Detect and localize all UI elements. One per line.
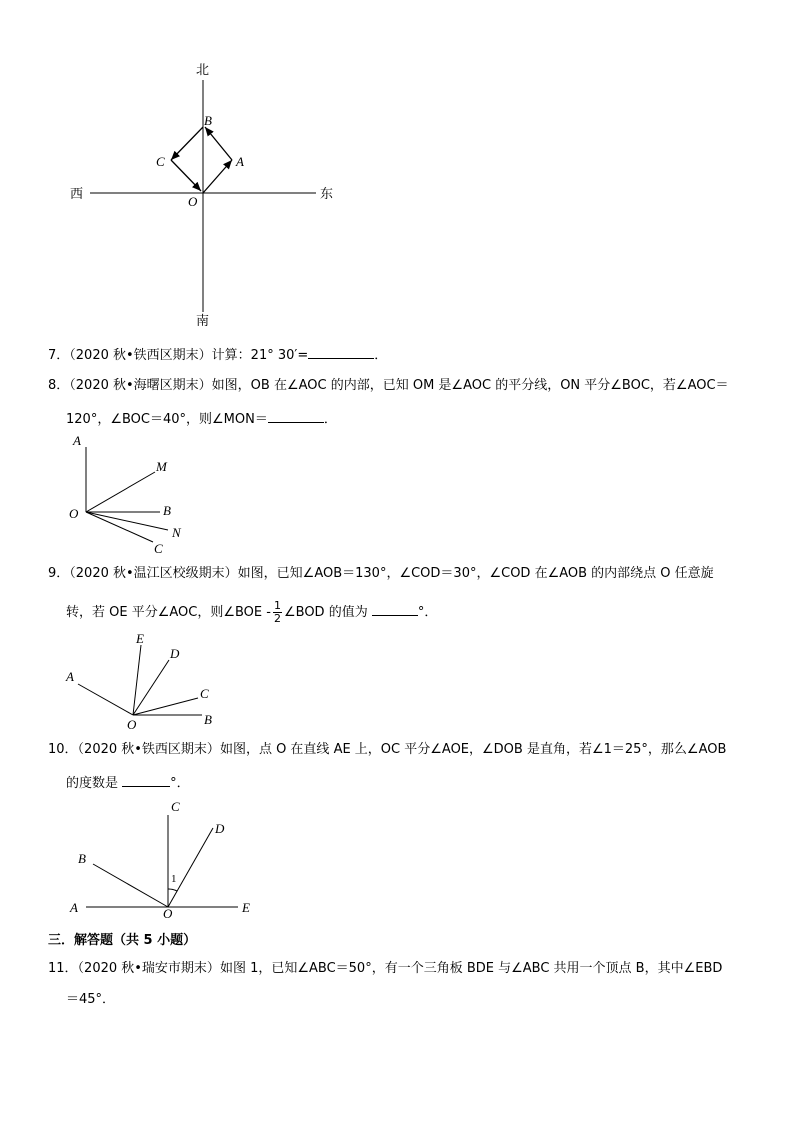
q7-text: 计算：21° 30′= xyxy=(211,348,309,363)
fig8-label-O: O xyxy=(69,506,79,521)
q8-line2: 120°，∠BOC＝40°，则∠MON＝ xyxy=(66,412,268,427)
label-O: O xyxy=(188,194,198,209)
q10-number: 10． xyxy=(48,742,78,757)
frac-numerator: 1 xyxy=(273,599,281,612)
q9-number: 9． xyxy=(48,566,70,581)
q7-end: ． xyxy=(374,348,388,363)
fig9-label-C: C xyxy=(200,686,209,701)
label-east: 东 xyxy=(320,187,334,202)
fig8-label-C: C xyxy=(154,541,163,556)
question-11 xyxy=(48,961,722,977)
fig10-label-E: E xyxy=(242,900,250,915)
q9-line1: 如图，已知∠AOB＝130°，∠COD＝30°，∠COD 在∠AOB 的内部绕点 O 任意旋 xyxy=(237,566,714,581)
label-B: B xyxy=(204,113,212,128)
q7-source: （2020 秋•铁西区期末） xyxy=(69,348,212,363)
q9-line2-mid: ∠BOD 的值为 xyxy=(283,605,368,620)
q7-number: 7． xyxy=(48,348,70,363)
q8-end: ． xyxy=(323,412,337,427)
fig9-label-A: A xyxy=(66,669,74,684)
ray-OB xyxy=(93,864,168,907)
fig8-label-B: B xyxy=(163,503,171,518)
fig8-label-M: M xyxy=(156,459,167,474)
q10-line2: 的度数是 xyxy=(66,776,119,791)
label-west: 西 xyxy=(70,187,84,202)
fig10-label-C: C xyxy=(171,799,180,814)
ray-OD xyxy=(168,828,213,907)
fig8-label-N: N xyxy=(172,525,181,540)
q11-line2: ＝45°． xyxy=(66,992,116,1007)
q8-number: 8． xyxy=(48,378,70,393)
fig10-label-1: 1 xyxy=(171,873,177,885)
q8-source: （2020 秋•海曙区期末） xyxy=(69,378,212,393)
question-11-line2 xyxy=(66,992,115,1008)
fig9-label-O: O xyxy=(127,717,137,732)
frac-denominator: 2 xyxy=(273,612,281,625)
fig10-label-B: B xyxy=(78,851,86,866)
q9-source: （2020 秋•温江区校级期末） xyxy=(69,566,238,581)
fig10-label-O: O xyxy=(163,906,173,921)
q11-line1: 如图 1，已知∠ABC＝50°，有一个三角板 BDE 与∠ABC 共用一个顶点 B，其中∠EBD xyxy=(219,961,723,976)
q9-end: °． xyxy=(417,605,438,620)
fig9-label-B: B xyxy=(204,712,212,727)
label-A: A xyxy=(236,154,244,169)
angle-1-arc xyxy=(168,889,177,891)
q10-source: （2020 秋•铁西区期末） xyxy=(77,742,220,757)
q8-line1: 如图，OB 在∠AOC 的内部，已知 OM 是∠AOC 的平分线，ON 平分∠BOC，若∠AOC＝ xyxy=(211,378,729,393)
q10-end: °． xyxy=(170,776,190,791)
fig10-label-A: A xyxy=(70,900,78,915)
q9-line2: 转，若 OE 平分∠AOC，则∠BOE - xyxy=(66,605,271,620)
fig9-label-D: D xyxy=(170,646,180,661)
q10-line1: 如图，点 O 在直线 AE 上，OC 平分∠AOE，∠DOB 是直角，若∠1＝25°，那么∠AOB xyxy=(219,742,727,757)
fig9-label-E: E xyxy=(136,631,144,646)
fig8-label-A: A xyxy=(73,433,81,448)
fig10-label-D: D xyxy=(215,821,225,836)
section-title: 三．解答题（共 5 小题） xyxy=(48,933,197,948)
label-C: C xyxy=(156,154,165,169)
label-south: 南 xyxy=(196,314,210,329)
label-north: 北 xyxy=(196,63,210,78)
q11-source: （2020 秋•瑞安市期末） xyxy=(77,961,220,976)
q11-number: 11． xyxy=(48,961,78,976)
